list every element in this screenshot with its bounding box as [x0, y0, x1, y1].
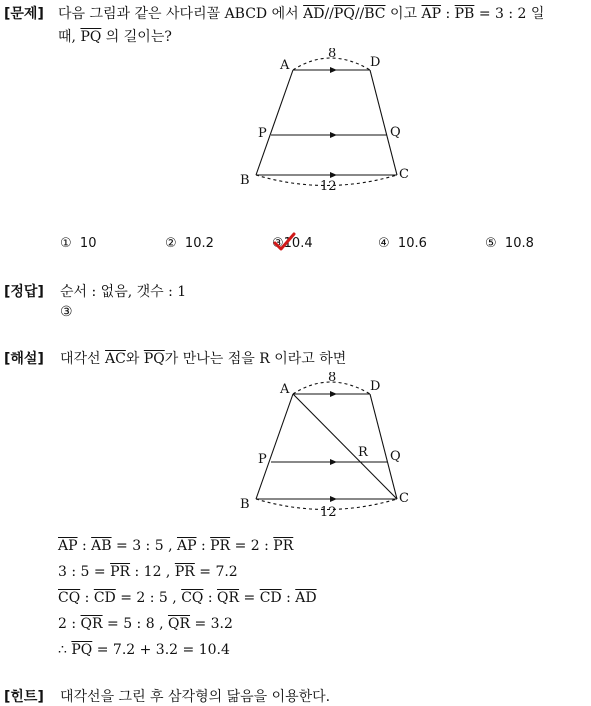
therefore-symbol: ∴	[58, 642, 67, 658]
segment-pq: $\overline{PQ}$	[71, 642, 93, 658]
explanation-intro	[60, 348, 346, 368]
choice-number: ②	[165, 236, 177, 251]
explanation-intro-pre: 대각선	[60, 351, 101, 367]
explanation-intro-post: 가 만나는 점을 R 이라고 하면	[164, 351, 347, 367]
ratio-text: 3 : 5 =	[58, 564, 106, 580]
ratio-text: = 2 : 5 ,	[120, 590, 177, 606]
bottom-length-label: 12	[320, 179, 337, 194]
point-r-label: R	[358, 445, 368, 460]
arrow-marker	[330, 496, 337, 502]
vertex-b-label: B	[240, 497, 250, 512]
segment-cq: $\overline{CQ}$	[58, 590, 81, 606]
choice-number: ③	[272, 236, 284, 251]
top-length-label: 8	[328, 48, 337, 61]
segment-cq: $\overline{CQ}$	[181, 590, 204, 606]
choice-number: ①	[60, 236, 72, 251]
segment-ap: $\overline{AP}$	[176, 538, 197, 554]
choice-value: 10	[79, 236, 97, 251]
problem-line2-pre: 때,	[58, 29, 76, 45]
choice-value: 10.6	[397, 236, 427, 251]
choice-value: 10.2	[184, 236, 214, 251]
answer-choice: ③	[60, 304, 73, 320]
parallel-symbol: //	[324, 6, 334, 22]
checkmark-icon	[272, 230, 298, 254]
arrow-marker	[330, 391, 337, 397]
bottom-length-label: 12	[320, 505, 337, 520]
vertex-a-label: A	[280, 58, 290, 73]
ratio-text: = 3 : 5 ,	[116, 538, 173, 554]
problem-line-2	[58, 26, 172, 46]
hint-tag: [힌트]	[4, 689, 44, 705]
segment-pr: $\overline{PR}$	[273, 538, 294, 554]
segment-pq: $\overline{PQ}$	[143, 351, 165, 367]
explanation-tag: [해설]	[4, 351, 44, 367]
segment-ap: $\overline{AP}$	[421, 6, 442, 22]
segment-cd: $\overline{CD}$	[93, 590, 116, 606]
result-text: = 3.2	[194, 616, 233, 632]
choice-value: 10.4	[283, 236, 313, 251]
solution-step-2	[58, 564, 238, 580]
solution-step-1: $\overline{AP}$ : $\overline{AB} = 3$ : 5 , $\overline{AP}$ : $\overline{PR} = 2$ : $\overline{PR}$	[58, 538, 294, 554]
solution-step-3: $\overline{CQ}$ : $\overline{CD} = 2$ : 5 , $\overline{CQ}$ : $\overline{QR} = \overline{CD}$ : $\overline{AD}$	[58, 590, 317, 606]
solution-step-4	[58, 616, 233, 632]
segment-ab-line	[256, 70, 293, 175]
problem-line1-pre: 다음 그림과 같은 사다리꼴 ABCD 에서	[58, 6, 299, 22]
result-text: = 7.2	[199, 564, 238, 580]
arrow-marker	[330, 459, 337, 465]
segment-ac: $\overline{AC}$	[105, 351, 126, 367]
explanation-intro-mid: 와	[125, 351, 140, 367]
segment-bc: $\overline{BC}$	[364, 6, 386, 22]
segment-qr: $\overline{QR}$	[80, 616, 103, 632]
problem-line2-post: 의 길이는?	[105, 29, 172, 45]
problem-tag: [문제]	[4, 6, 44, 22]
segment-pq: $\overline{PQ}$	[80, 29, 102, 45]
parallel-symbol: //	[354, 6, 365, 22]
top-length-label: 8	[328, 372, 337, 385]
segment-dc-line	[370, 70, 397, 175]
equals-text: =	[243, 590, 256, 606]
problem-mid: 이고	[389, 6, 418, 22]
segment-pb: $\overline{PB}$	[454, 6, 475, 22]
vertex-d-label: D	[370, 379, 381, 394]
answer-info: 순서 : 없음, 갯수 : 1	[60, 284, 187, 300]
answer-tag: [정답]	[4, 284, 44, 300]
arrow-marker	[330, 67, 337, 73]
vertex-b-label: B	[240, 173, 250, 188]
trapezoid-diagonal-figure	[230, 372, 420, 522]
choice-4[interactable]	[378, 236, 427, 251]
point-p-label: P	[258, 126, 267, 141]
colon: :	[445, 6, 451, 22]
point-q-label: Q	[390, 449, 401, 464]
segment-cd: $\overline{CD}$	[259, 590, 282, 606]
segment-ab-line	[256, 394, 293, 499]
segment-pr: $\overline{PR}$	[174, 564, 195, 580]
choice-1[interactable]	[60, 236, 96, 251]
segment-pr: $\overline{PR}$	[210, 538, 231, 554]
vertex-a-label: A	[280, 382, 290, 397]
arrow-marker	[330, 172, 337, 178]
segment-pq: $\overline{PQ}$	[333, 6, 355, 22]
diagonal-ac-line	[293, 394, 397, 499]
problem-line-1	[58, 3, 544, 23]
ratio-text: : 12 ,	[134, 564, 171, 580]
choice-number: ④	[378, 236, 390, 251]
vertex-d-label: D	[370, 55, 381, 70]
segment-pr: $\overline{PR}$	[110, 564, 131, 580]
ratio-text: 2 :	[58, 616, 77, 632]
ratio-text: = 2 :	[234, 538, 269, 554]
segment-dc-line	[370, 394, 397, 499]
choice-2[interactable]	[165, 236, 214, 251]
choice-number: ⑤	[485, 236, 497, 251]
vertex-c-label: C	[399, 491, 409, 506]
arrow-marker	[330, 132, 337, 138]
segment-ad: $\overline{AD}$	[303, 6, 325, 22]
choice-value: 10.8	[504, 236, 534, 251]
ratio-tail: = 3 : 2 일	[478, 6, 545, 22]
segment-ad: $\overline{AD}$	[295, 590, 317, 606]
point-p-label: P	[258, 452, 267, 467]
segment-qr: $\overline{QR}$	[167, 616, 191, 632]
vertex-c-label: C	[399, 167, 409, 182]
hint-text: 대각선을 그린 후 삼각형의 닮음을 이용한다.	[60, 689, 331, 705]
segment-ab: $\overline{AB}$	[91, 538, 112, 554]
trapezoid-figure	[230, 48, 420, 198]
final-result-text: = 7.2 + 3.2 = 10.4	[96, 642, 230, 658]
point-q-label: Q	[390, 125, 401, 140]
segment-ap: $\overline{AP}$	[58, 538, 78, 554]
ratio-text: = 5 : 8 ,	[107, 616, 164, 632]
solution-step-5	[58, 642, 230, 658]
segment-qr: $\overline{QR}$	[217, 590, 240, 606]
choice-5[interactable]	[485, 236, 534, 251]
